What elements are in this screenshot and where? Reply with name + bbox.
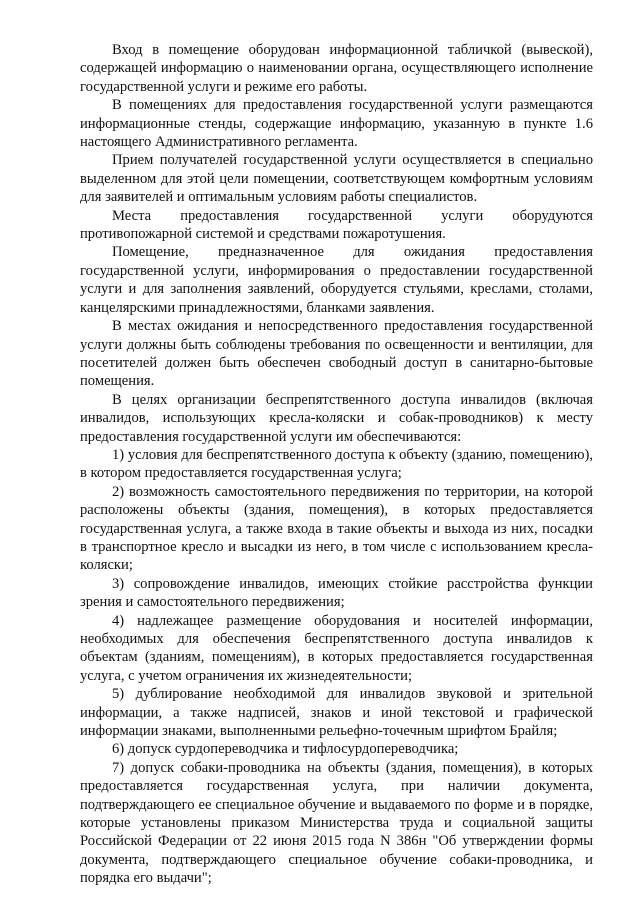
paragraph-information-stands: В помещениях для предоставления государственной услуги размещаются информационные стенды, содержащие информацию, указанную в пункте 1.6 настоящего Административного регламента. xyxy=(80,97,593,151)
list-item-4: 4) надлежащее размещение оборудования и носителей информации, необходимых для обеспечения беспрепятственного доступа инвалидов к объектам (зданиям, помещениям), в которых предоставляется государственная услуга, с учетом ограничения их жизнедеятельности; xyxy=(80,612,593,684)
paragraph-waiting-room: Помещение, предназначенное для ожидания предоставления государственной услуги, информирования о предоставлении государственной услуги и для заполнения заявлений, оборудуется стульями, креслами, столами, канцелярскими принадлежностями, бланками заявления. xyxy=(80,244,593,316)
list-item-5: 5) дублирование необходимой для инвалидов звуковой и зрительной информации, а также надписей, знаков и иной текстовой и графической информации знаками, выполненными рельефно-точечным шрифтом Брайля; xyxy=(80,686,593,740)
paragraph-reception-room: Прием получателей государственной услуги осуществляется в специально выделенном для этой цели помещении, соответствующем комфортным условиям для заявителей и оптимальным условиям работы специалистов. xyxy=(80,152,593,206)
list-item-6: 6) допуск сурдопереводчика и тифлосурдопереводчика; xyxy=(112,741,459,758)
paragraph-lighting-ventilation: В местах ожидания и непосредственного предоставления государственной услуги должны быть соблюдены требования по освещенности и вентиляции, для посетителей должен быть обеспечен свободный доступ в санитарно-бытовые помещения. xyxy=(80,318,593,390)
list-item-7: 7) допуск собаки-проводника на объекты (здания, помещения), в которых предоставляется государственная услуга, при наличии документа, подтверждающего ее специальное обучение и выдаваемого по форме и в порядке, которые установлены приказом Министерства труда и социальной защиты Российской Федерации от 22 июня 2015 года N 386н "Об утверждении формы документа, подтверждающего специальное обучение собаки-проводника, и порядка его выдачи"; xyxy=(80,759,593,887)
list-item-3: 3) сопровождение инвалидов, имеющих стойкие расстройства функции зрения и самостоятельного передвижения; xyxy=(80,575,593,611)
list-item-2: 2) возможность самостоятельного передвижения по территории, на которой расположены объекты (здания, помещения), в которых предоставляется государственная услуга, а также входа в такие объекты и выхода из них, посадки в транспортное кресло и высадки из него, в том числе с использованием кресла-коляски; xyxy=(80,483,593,574)
paragraph-fire-safety: Места предоставления государственной услуги оборудуются противопожарной системой и средствами пожаротушения. xyxy=(80,207,593,243)
paragraph-disabled-access-intro: В целях организации беспрепятственного доступа инвалидов (включая инвалидов, использующих кресла-коляски и собак-проводников) к месту предоставления государственной услуги им обеспечиваются: xyxy=(80,391,593,445)
paragraph-entrance-sign: Вход в помещение оборудован информационной табличкой (вывеской), содержащей информацию о наименовании органа, осуществляющего исполнение государственной услуги и режиме его работы. xyxy=(80,42,593,95)
list-item-1: 1) условия для беспрепятственного доступа к объекту (зданию, помещению), в котором предоставляется государственная услуга; xyxy=(80,446,593,482)
